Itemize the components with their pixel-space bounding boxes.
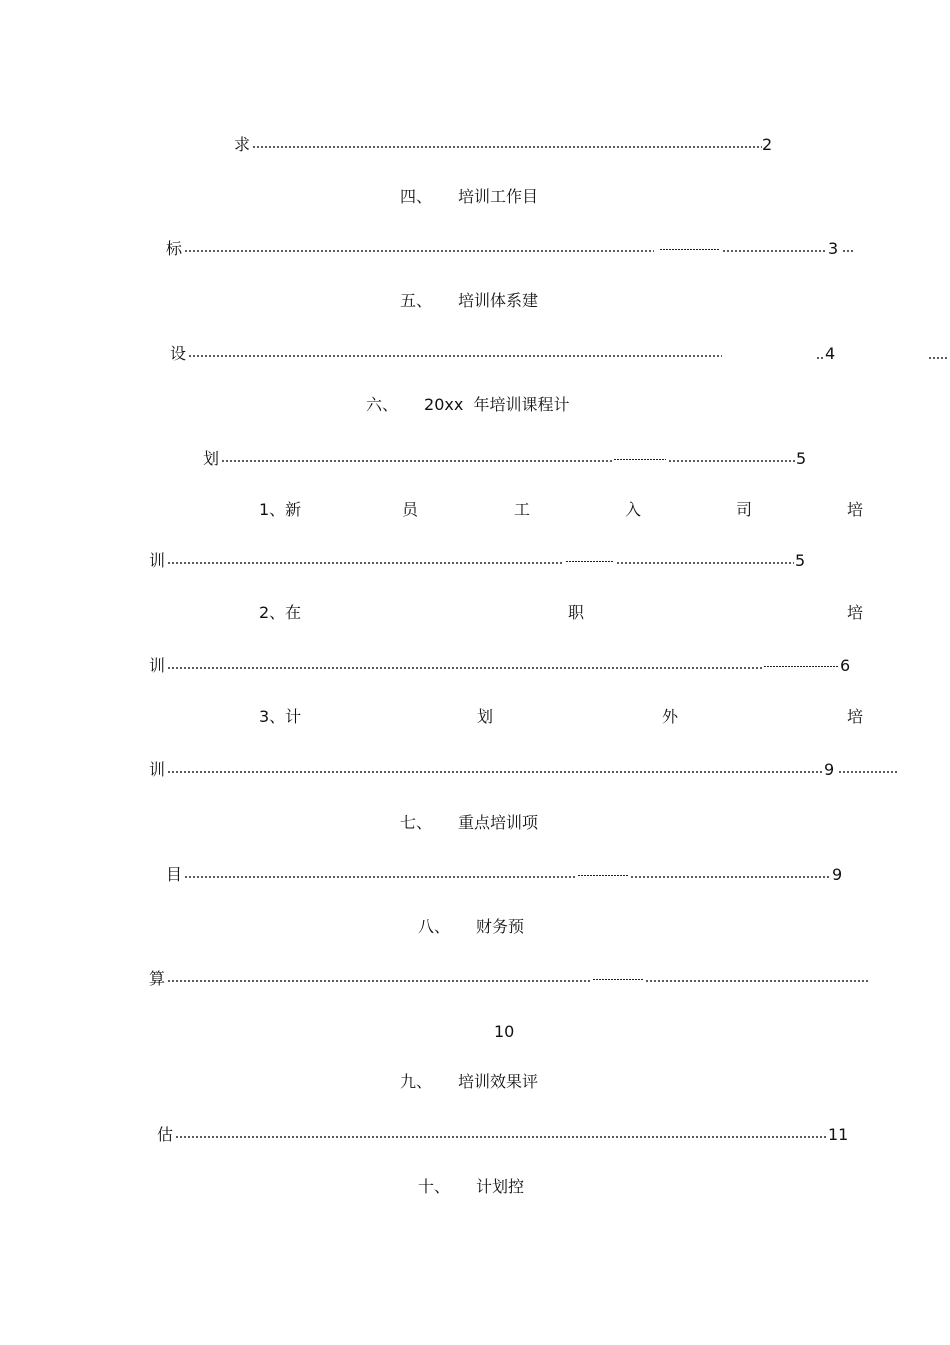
toc-heading [400, 1072, 538, 1092]
heading-title: 计划控 [476, 1177, 525, 1196]
toc-entry-text: 划 [203, 449, 220, 468]
toc-subheading-char: 职 [568, 603, 585, 622]
toc-subheading-char: 员 [402, 500, 419, 519]
leader-dots [252, 146, 762, 148]
toc-subheading-char: 入 [625, 500, 642, 519]
toc-entry-text: 算 [149, 969, 166, 988]
leader-dash [660, 249, 720, 250]
heading-title: 20xx 年培训课程计 [424, 395, 570, 414]
leader-dots [842, 250, 854, 252]
toc-subheading-char: 外 [662, 707, 679, 726]
leader-dots [616, 562, 794, 564]
toc-heading [400, 813, 538, 833]
heading-number: 四、 [400, 187, 433, 206]
toc-subheading-char: 培 [847, 603, 864, 622]
toc-page-number: 10 [494, 1022, 515, 1041]
toc-subheading-lead: 1、新 [259, 500, 302, 519]
toc-subheading-char: 划 [477, 707, 494, 726]
heading-number: 八、 [418, 917, 451, 936]
toc-entry-text: 设 [170, 344, 187, 363]
leader-dots [645, 980, 869, 982]
toc-entry-text: 求 [234, 135, 251, 154]
leader-dash [614, 459, 666, 460]
toc-entry-text: 目 [166, 865, 183, 884]
toc-entry-text: 估 [157, 1125, 174, 1144]
toc-page-number: 2 [762, 135, 773, 154]
toc-page-number: 3 [828, 239, 839, 258]
leader-dash [593, 979, 643, 980]
heading-number: 六、 [366, 395, 399, 414]
toc-page-number: 11 [828, 1125, 849, 1144]
toc-subheading-char: 培 [847, 707, 864, 726]
toc-entry-text: 标 [166, 239, 183, 258]
leader-dots [188, 355, 722, 357]
toc-page-number: 9 [832, 865, 843, 884]
leader-dots [175, 1136, 827, 1138]
heading-number: 十、 [418, 1177, 451, 1196]
leader-dots [167, 980, 591, 982]
toc-page-number: 9 [824, 760, 835, 779]
heading-title: 培训效果评 [458, 1072, 539, 1091]
heading-number: 五、 [400, 291, 433, 310]
toc-entry-text: 训 [149, 656, 166, 675]
toc-page-number: 4 [825, 344, 836, 363]
toc-heading [418, 917, 524, 937]
heading-number: 七、 [400, 813, 433, 832]
toc-heading [418, 1177, 524, 1197]
toc-subheading-lead: 2、在 [259, 603, 302, 622]
leader-dots [167, 562, 563, 564]
heading-number: 九、 [400, 1072, 433, 1091]
toc-subheading-char: 司 [736, 500, 753, 519]
toc-page-number: 5 [795, 551, 806, 570]
leader-dots [838, 771, 898, 773]
toc-page-number: 6 [840, 656, 851, 675]
heading-title: 财务预 [476, 917, 525, 936]
leader-dots [167, 771, 823, 773]
leader-dash [566, 561, 614, 562]
toc-subheading-lead: 3、计 [259, 707, 302, 726]
toc-subheading-char: 培 [847, 500, 864, 519]
toc-entry-text: 训 [149, 551, 166, 570]
leader-dots [630, 876, 830, 878]
toc-page-number: 5 [796, 449, 807, 468]
leader-dots [816, 357, 824, 359]
leader-dash [764, 666, 838, 667]
toc-subheading-char: 工 [514, 500, 531, 519]
leader-dots [221, 460, 613, 462]
leader-dots [722, 250, 826, 252]
heading-title: 培训体系建 [458, 291, 539, 310]
toc-heading [400, 187, 538, 207]
leader-dots [928, 357, 948, 359]
toc-heading [366, 395, 570, 415]
leader-dots [167, 667, 763, 669]
heading-title: 培训工作目 [458, 187, 539, 206]
leader-dots [668, 460, 796, 462]
toc-entry-text: 训 [149, 760, 166, 779]
leader-dash [578, 875, 628, 876]
leader-dots [184, 876, 576, 878]
leader-dots [184, 250, 654, 252]
heading-title: 重点培训项 [458, 813, 539, 832]
toc-heading [400, 291, 538, 311]
